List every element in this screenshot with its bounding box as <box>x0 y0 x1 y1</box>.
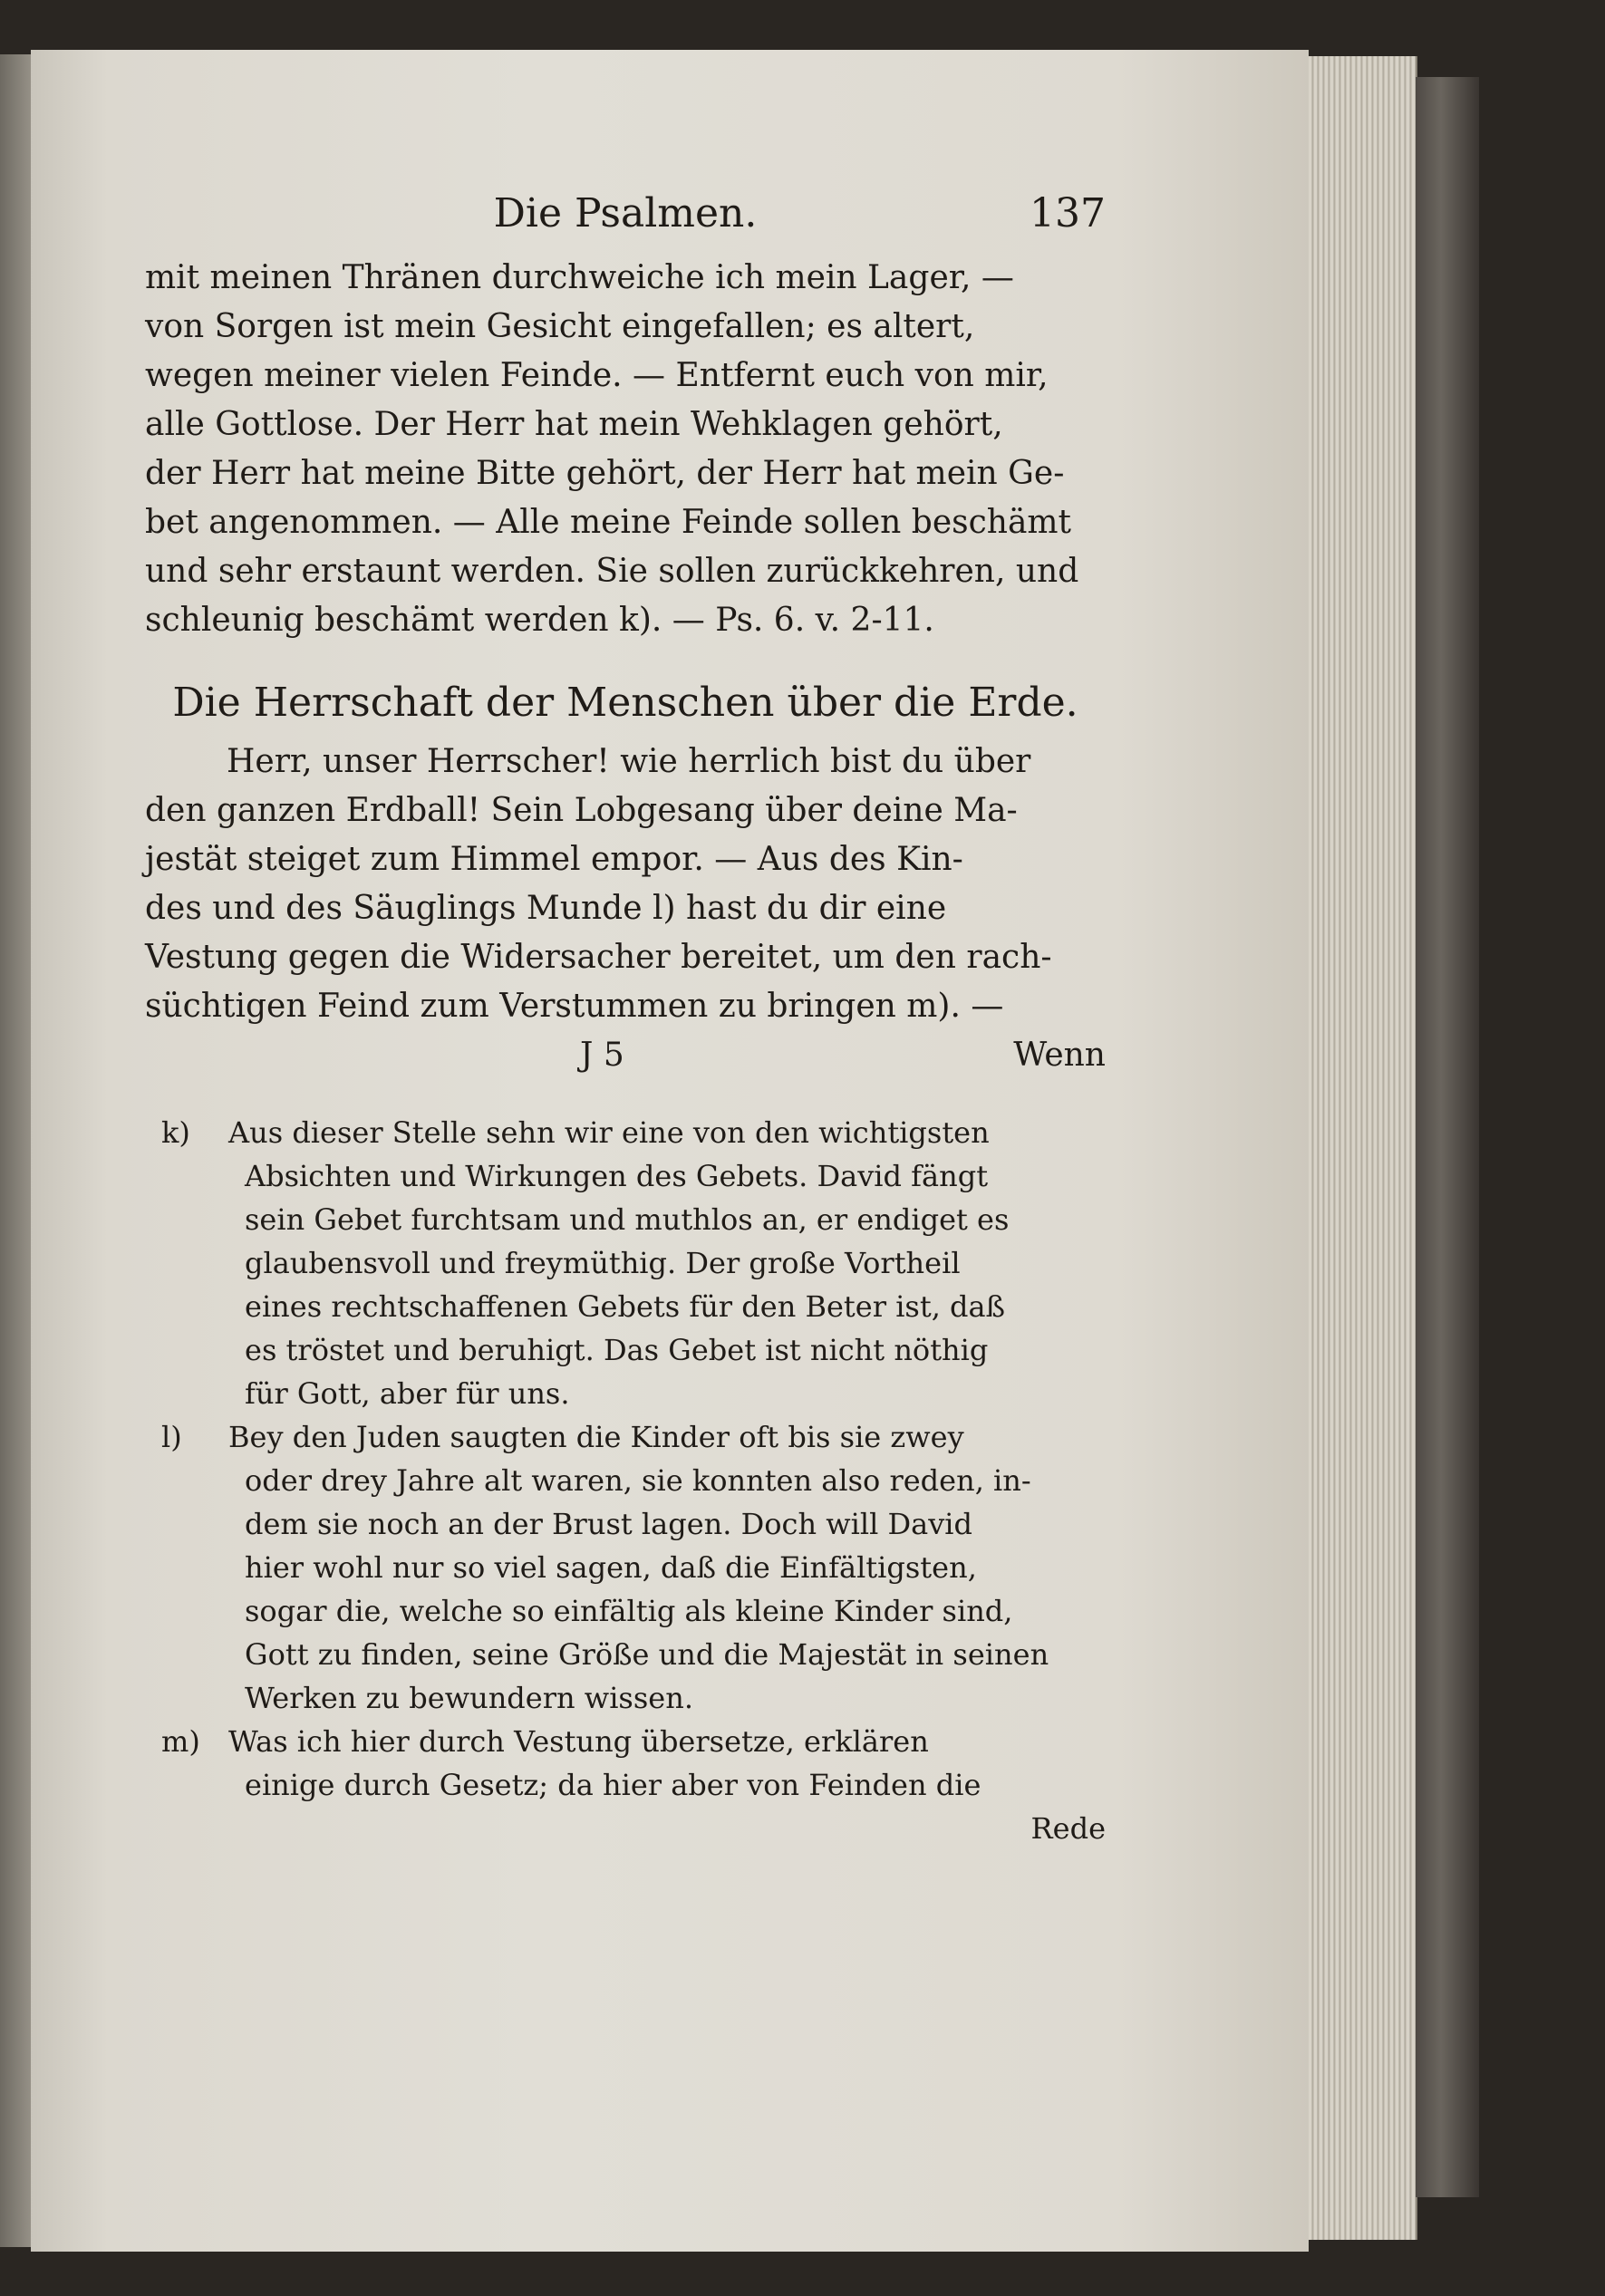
footnote-line: Absichten und Wirkungen des Gebets. David fängt <box>245 1159 989 1193</box>
footnote-line: es tröstet und beruhigt. Das Gebet ist nicht nöthig <box>245 1333 989 1367</box>
footnote-line: für Gott, aber für uns. <box>245 1376 570 1411</box>
book-cover-edge <box>1416 77 1479 2197</box>
text-line: süchtigen Feind zum Verstummen zu bringen m). — <box>145 988 1004 1025</box>
page-text <box>145 190 1106 1850</box>
page-header <box>145 190 1106 254</box>
footnote-marker: l) <box>161 1420 182 1454</box>
footnote-text: Aus dieser Stelle sehn wir eine von den wichtigsten <box>228 1115 990 1150</box>
footnote-k <box>145 1111 1106 1415</box>
footnote-m <box>145 1720 1106 1807</box>
signature-row <box>145 1031 1106 1080</box>
text-line: jestät steiget zum Himmel empor. — Aus des Kin- <box>145 841 963 878</box>
footnote-marker: k) <box>161 1115 190 1150</box>
footnote-line <box>145 1415 1106 1459</box>
footnote-line: hier wohl nur so viel sagen, daß die Einfältigsten, <box>245 1550 977 1585</box>
text-line: schleunig beschämt werden k). — Ps. 6. v. 2-11. <box>145 602 934 639</box>
footnote-line <box>145 1720 1106 1763</box>
text-line: mit meinen Thränen durchweiche ich mein Lager, — <box>145 259 1014 296</box>
text-line: der Herr hat meine Bitte gehört, der Herr hat mein Ge- <box>145 455 1065 492</box>
footnote-text: Was ich hier durch Vestung übersetze, erklären <box>228 1724 929 1759</box>
text-line: bet angenommen. — Alle meine Feinde sollen beschämt <box>145 504 1072 541</box>
footnote-line: oder drey Jahre alt waren, sie konnten also reden, in- <box>245 1463 1031 1498</box>
running-title: Die Psalmen. <box>493 190 758 236</box>
footnote-line: sogar die, welche so einfältig als kleine Kinder sind, <box>245 1594 1013 1628</box>
catchword: Wenn <box>1013 1037 1106 1074</box>
signature-mark: J 5 <box>580 1037 624 1074</box>
footnote-line: glaubensvoll und freymüthig. Der große Vortheil <box>245 1246 961 1280</box>
psalm-text-block <box>145 254 1106 645</box>
text-line: alle Gottlose. Der Herr hat mein Wehklagen gehört, <box>145 406 1003 443</box>
footnote-line <box>145 1111 1106 1154</box>
footnotes <box>145 1111 1106 1850</box>
text-line: den ganzen Erdball! Sein Lobgesang über deine Ma- <box>145 792 1018 829</box>
footnote-l <box>145 1415 1106 1720</box>
section-text-block <box>145 738 1106 1031</box>
page-block-edge <box>1309 56 1417 2240</box>
text-line: und sehr erstaunt werden. Sie sollen zurückkehren, und <box>145 553 1079 590</box>
page-number: 137 <box>1030 190 1106 236</box>
text-line: wegen meiner vielen Feinde. — Entfernt euch von mir, <box>145 357 1049 394</box>
left-page-edge <box>0 54 34 2247</box>
final-catchword: Rede <box>1030 1811 1106 1846</box>
footnote-line: einige durch Gesetz; da hier aber von Feinden die <box>245 1768 981 1802</box>
text-line: des und des Säuglings Munde l) hast du dir eine <box>145 890 947 927</box>
text-line: Herr, unser Herrscher! wie herrlich bist du über <box>227 743 1031 780</box>
footnote-line: sein Gebet furchtsam und muthlos an, er endiget es <box>245 1202 1010 1237</box>
footnote-line: Gott zu finden, seine Größe und die Majestät in seinen <box>245 1637 1049 1672</box>
text-line: von Sorgen ist mein Gesicht eingefallen; es altert, <box>145 308 975 345</box>
section-heading: Die Herrschaft der Menschen über die Erde. <box>172 680 1078 726</box>
footnote-marker: m) <box>161 1724 200 1759</box>
text-line: Vestung gegen die Widersacher bereitet, um den rach- <box>145 939 1052 976</box>
footnote-text: Bey den Juden saugten die Kinder oft bis sie zwey <box>228 1420 964 1454</box>
footnote-line: Werken zu bewundern wissen. <box>245 1681 693 1715</box>
footnote-line: dem sie noch an der Brust lagen. Doch will David <box>245 1507 973 1541</box>
footnote-line: eines rechtschaffenen Gebets für den Beter ist, daß <box>245 1289 1005 1324</box>
